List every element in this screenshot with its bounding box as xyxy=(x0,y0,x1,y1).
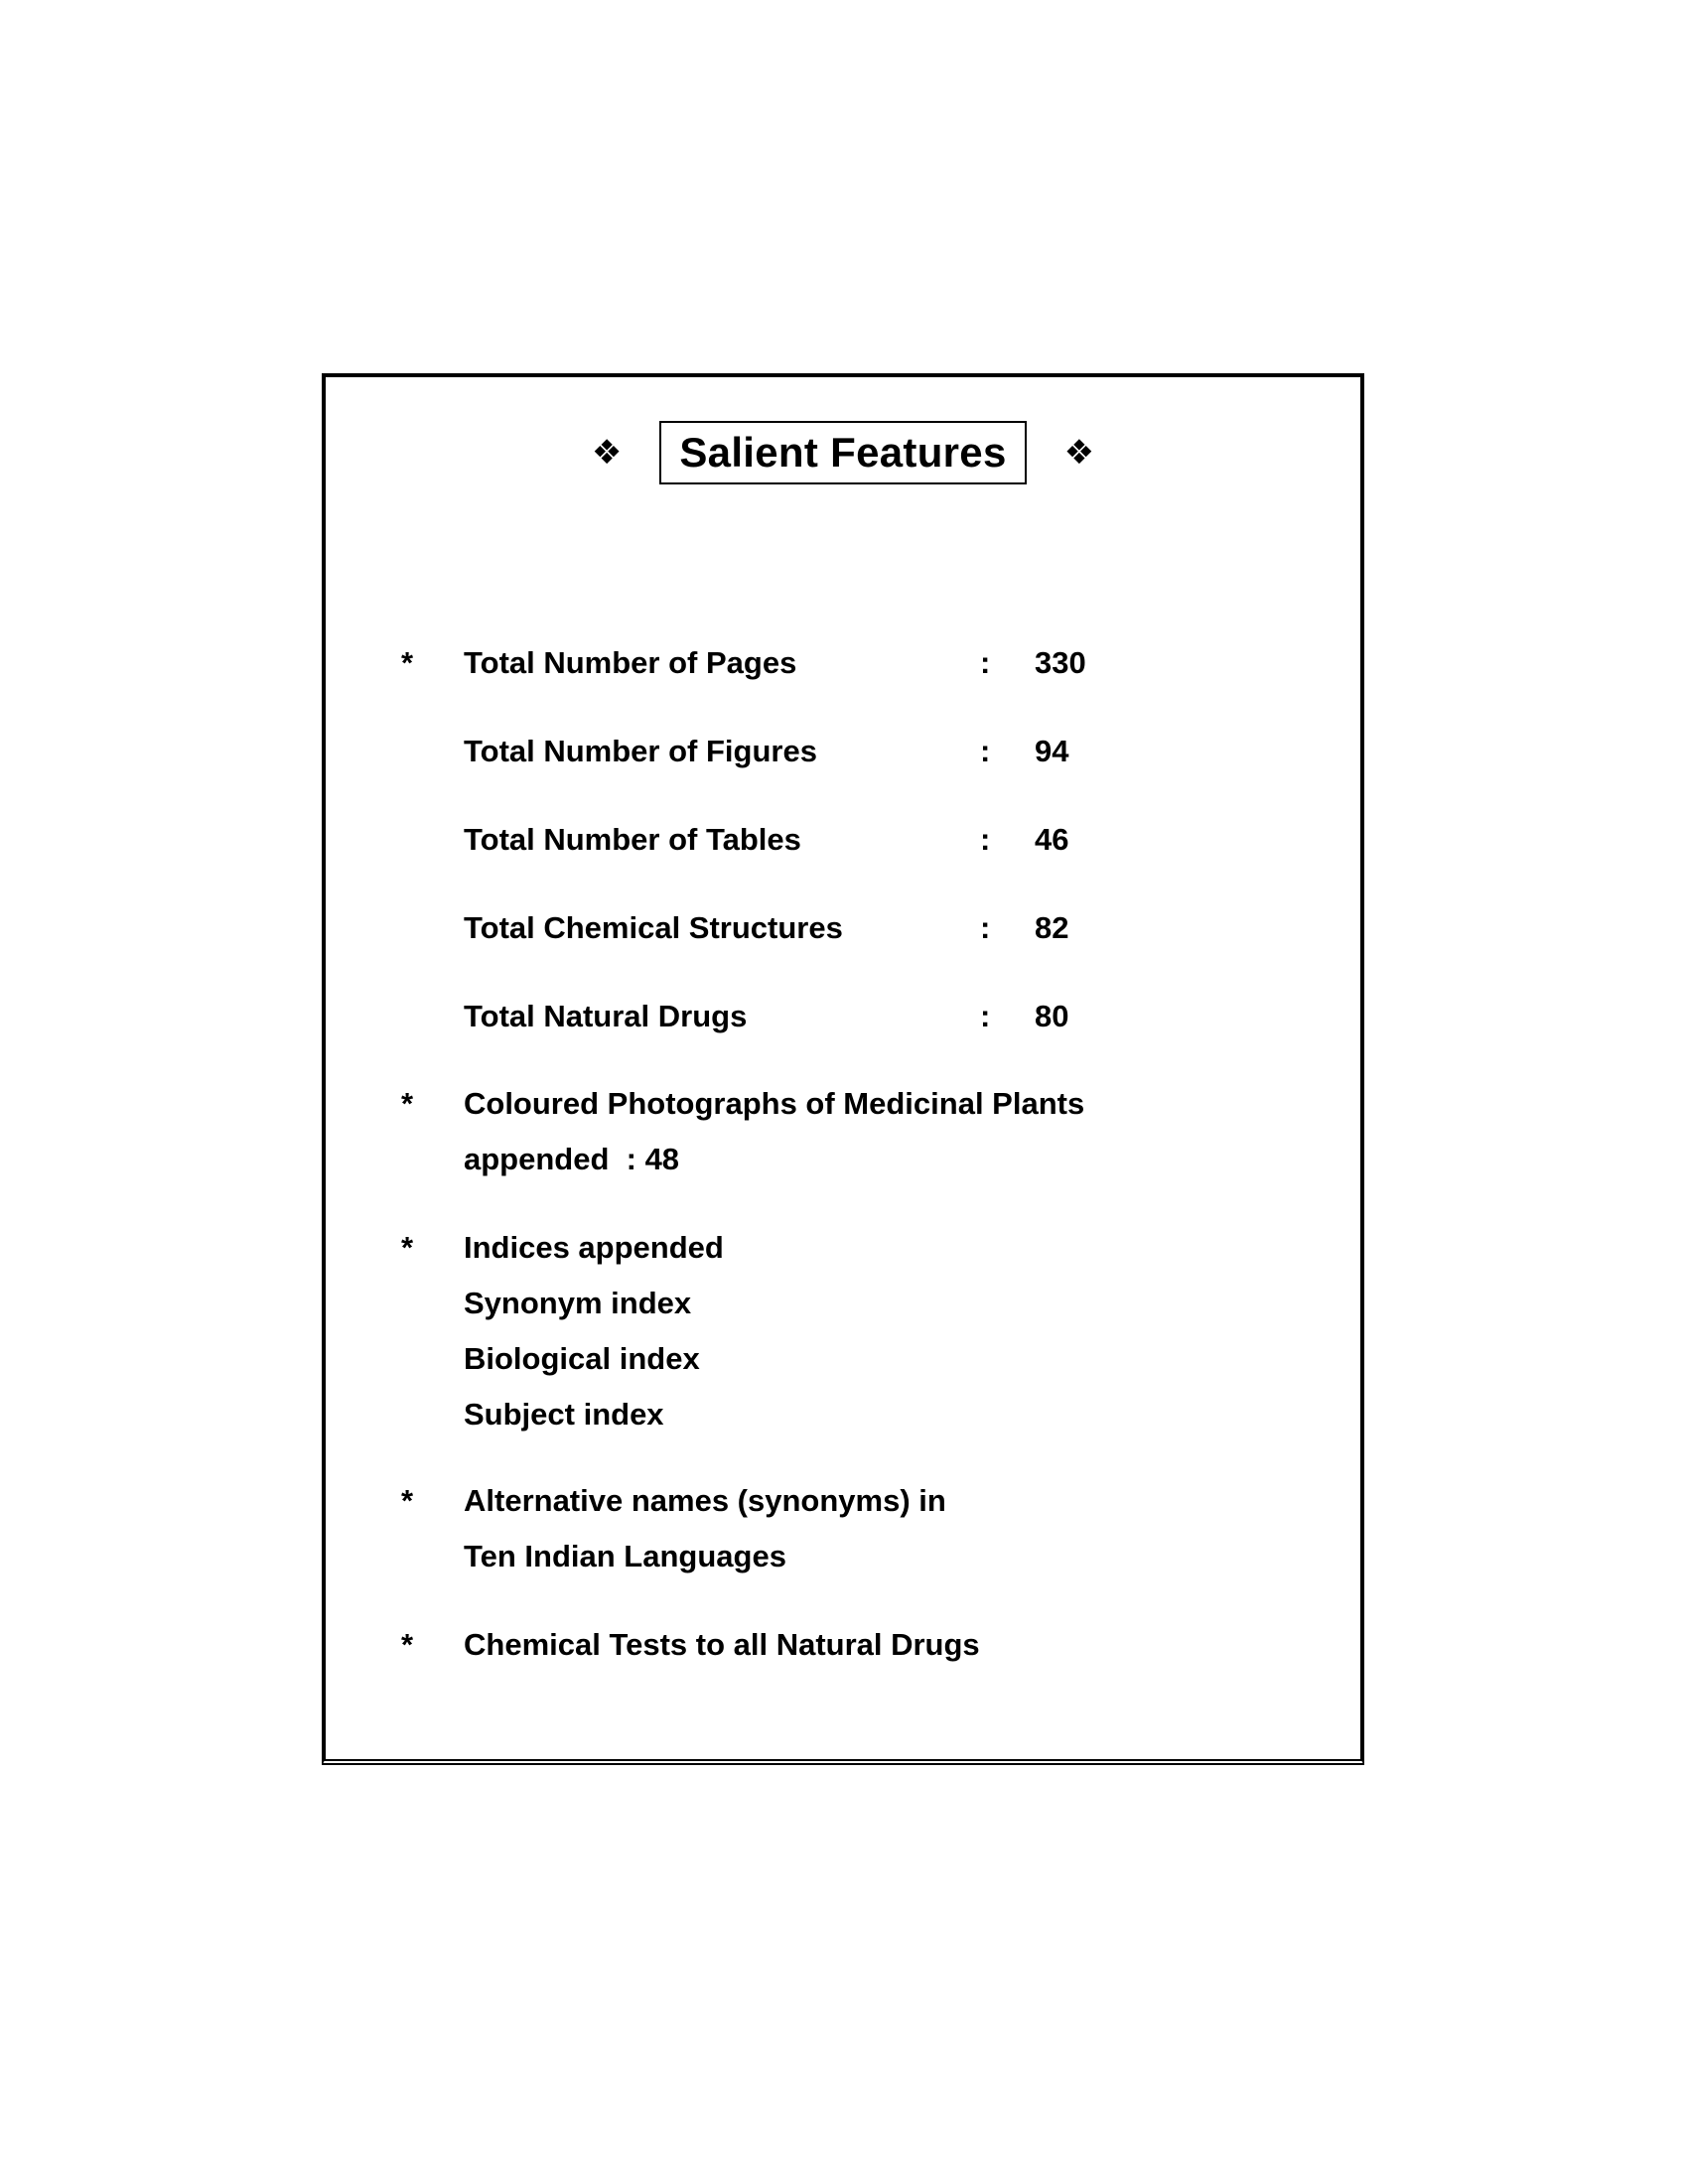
stat-label-tables: Total Number of Tables xyxy=(464,822,801,857)
chemical-tests-line: Chemical Tests to all Natural Drugs xyxy=(464,1627,980,1662)
photographs-line-2: appended : 48 xyxy=(464,1142,680,1176)
stat-value-tables: 46 xyxy=(1035,822,1069,857)
bullet-marker: * xyxy=(401,1627,414,1662)
page-title: Salient Features xyxy=(659,421,1026,484)
stat-label-pages: Total Number of Pages xyxy=(464,645,797,680)
stat-separator: : xyxy=(980,734,991,768)
stat-label-drugs: Total Natural Drugs xyxy=(464,999,748,1033)
bullet-marker: * xyxy=(401,1230,414,1265)
bullet-marker: * xyxy=(401,1483,414,1518)
stat-value-structures: 82 xyxy=(1035,910,1069,945)
index-item-synonym: Synonym index xyxy=(464,1286,692,1320)
bullet-marker: * xyxy=(401,1086,414,1121)
synonyms-line-1: Alternative names (synonyms) in xyxy=(464,1483,946,1518)
features-frame xyxy=(322,373,1364,1765)
indices-heading: Indices appended xyxy=(464,1230,724,1265)
stat-separator: : xyxy=(980,910,991,945)
diamond-ornament-icon: ❖ xyxy=(591,433,623,473)
bullet-marker: * xyxy=(401,645,414,680)
stat-label-structures: Total Chemical Structures xyxy=(464,910,843,945)
stat-separator: : xyxy=(980,822,991,857)
index-item-subject: Subject index xyxy=(464,1397,664,1432)
stat-value-pages: 330 xyxy=(1035,645,1086,680)
title-row xyxy=(326,421,1360,484)
photographs-line-1: Coloured Photographs of Medicinal Plants xyxy=(464,1086,1085,1121)
stat-value-drugs: 80 xyxy=(1035,999,1069,1033)
index-item-biological: Biological index xyxy=(464,1341,700,1376)
synonyms-line-2: Ten Indian Languages xyxy=(464,1539,786,1573)
stat-value-figures: 94 xyxy=(1035,734,1069,768)
stat-label-figures: Total Number of Figures xyxy=(464,734,817,768)
stat-separator: : xyxy=(980,645,991,680)
diamond-ornament-icon: ❖ xyxy=(1063,433,1095,473)
stat-separator: : xyxy=(980,999,991,1033)
